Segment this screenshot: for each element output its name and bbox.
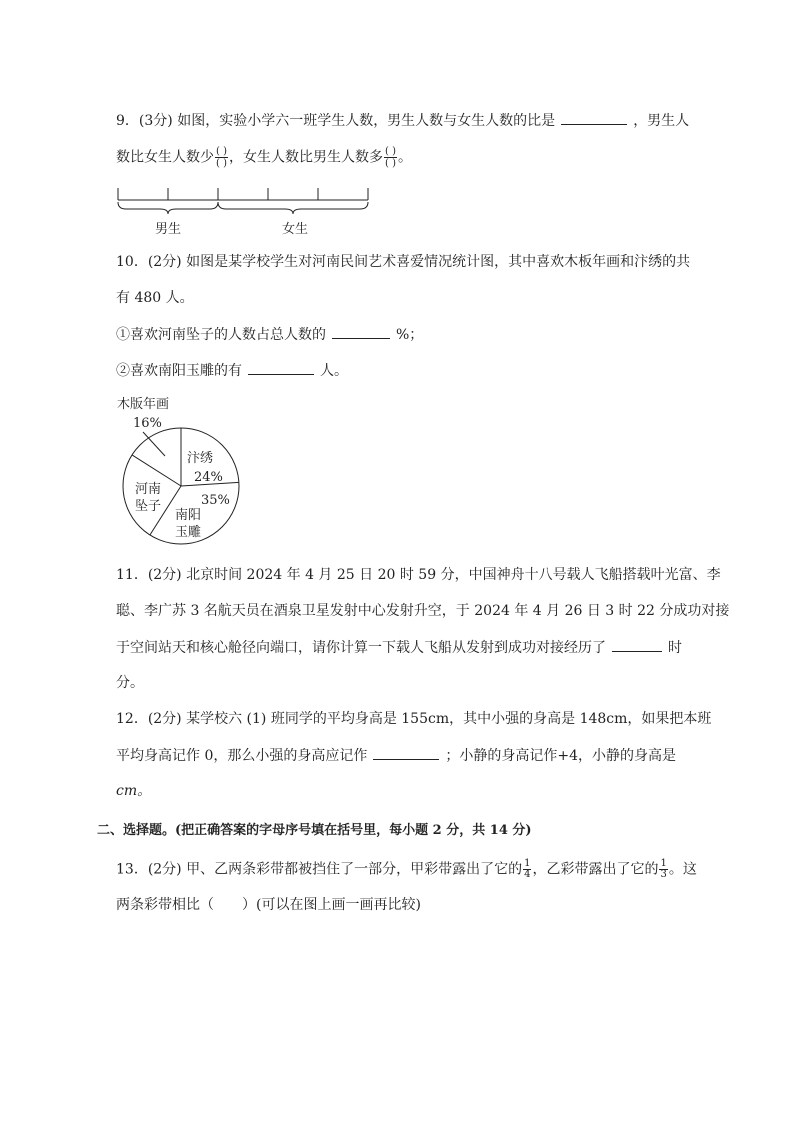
muban-leader-line xyxy=(143,432,165,456)
q9-text-e: 。 xyxy=(397,149,412,166)
q11-line2: 聪、李广苏 3 名航天员在酒泉卫星发射中心发射升空，于 2024 年 4 月 26 日 3 时 22 分成功对接 xyxy=(116,603,730,619)
label-bianxiu: 汴绣 xyxy=(187,451,214,466)
q12-line3: cm。 xyxy=(116,783,152,799)
q9-ratio-blank[interactable] xyxy=(561,110,627,125)
q9-line2 xyxy=(116,146,412,169)
label-muban: 木版年画 xyxy=(117,397,170,412)
q11-hours-blank[interactable] xyxy=(612,637,662,652)
label-henan-1: 河南 xyxy=(135,482,162,497)
q12-line2: 平均身高记作 0，那么小强的身高应记作 ；小静的身高记作+4，小静的身高是 xyxy=(116,745,676,766)
q12-line1: 12．(2分) 某学校六 (1) 班同学的平均身高是 155cm，其中小强的身高是 148cm，如果把本班 xyxy=(116,711,712,727)
q10-people-blank[interactable] xyxy=(248,360,314,375)
label-nanyang-pct: 35% xyxy=(201,493,230,508)
q9-fraction-blank-1[interactable]: $\frac{( )}{( )}$ xyxy=(216,146,227,169)
q9-segment-diagram xyxy=(110,180,380,242)
female-label: 女生 xyxy=(281,222,309,237)
q9-text-a: 9．(3分) 如图，实验小学六一班学生人数，男生人数与女生人数的比是 xyxy=(116,113,556,129)
male-brace xyxy=(118,202,218,214)
label-bianxiu-pct: 24% xyxy=(194,470,223,485)
q13-fraction-2: $\frac{1}{3}$ xyxy=(660,858,667,880)
q12-blank[interactable] xyxy=(373,745,439,760)
male-label: 男生 xyxy=(154,222,182,237)
label-nanyang-1: 南阳 xyxy=(175,508,202,523)
q13-line2: 两条彩带相比（ ）(可以在图上画一画再比较) xyxy=(116,897,421,913)
q9-fraction-blank-2[interactable]: $\frac{( )}{( )}$ xyxy=(384,146,396,169)
q11-line3: 于空间站天和核心舱径向端口，请你计算一下载人飞船从发射到成功对接经历了 时 xyxy=(116,637,682,658)
label-muban-pct: 16% xyxy=(133,416,162,431)
q9-text-c: 数比女生人数少 xyxy=(116,149,214,166)
q10-sub1: ①喜欢河南坠子的人数占总人数的 %； xyxy=(116,324,423,345)
q13-fraction-1: $\frac{1}{4}$ xyxy=(524,858,531,880)
q13-line1: 13．(2分) 甲、乙两条彩带都被挡住了一部分，甲彩带露出了它的 $\frac{1}{4}$ ，乙彩带露出了它的 $\frac{1}{3}$ 。这 xyxy=(116,858,697,880)
q9-line1 xyxy=(116,110,689,131)
pie-chart xyxy=(115,392,255,547)
q9-text-d: ，女生人数比男生人数多 xyxy=(228,149,383,166)
q11-line4: 分。 xyxy=(116,675,144,691)
q10-sub2: ②喜欢南阳玉雕的有 人。 xyxy=(116,360,348,381)
q10-percent-blank[interactable] xyxy=(332,324,390,339)
label-henan-2: 坠子 xyxy=(135,499,162,514)
q10-line2: 有 480 人。 xyxy=(116,290,194,306)
q11-line1: 11．(2分) 北京时间 2024 年 4 月 25 日 20 时 59 分，中国神舟十八号载人飞船搭载叶光富、李 xyxy=(116,567,721,583)
section2-title: 二、选择题。(把正确答案的字母序号填在括号里，每小题 2 分，共 14 分) xyxy=(97,823,532,838)
label-nanyang-2: 玉雕 xyxy=(175,525,202,540)
female-brace xyxy=(218,202,368,214)
q10-line1: 10．(2分) 如图是某学校学生对河南民间艺术喜爱情况统计图，其中喜欢木板年画和汴绣的共 xyxy=(116,254,691,270)
q9-text-b: ，男生人 xyxy=(633,113,690,129)
